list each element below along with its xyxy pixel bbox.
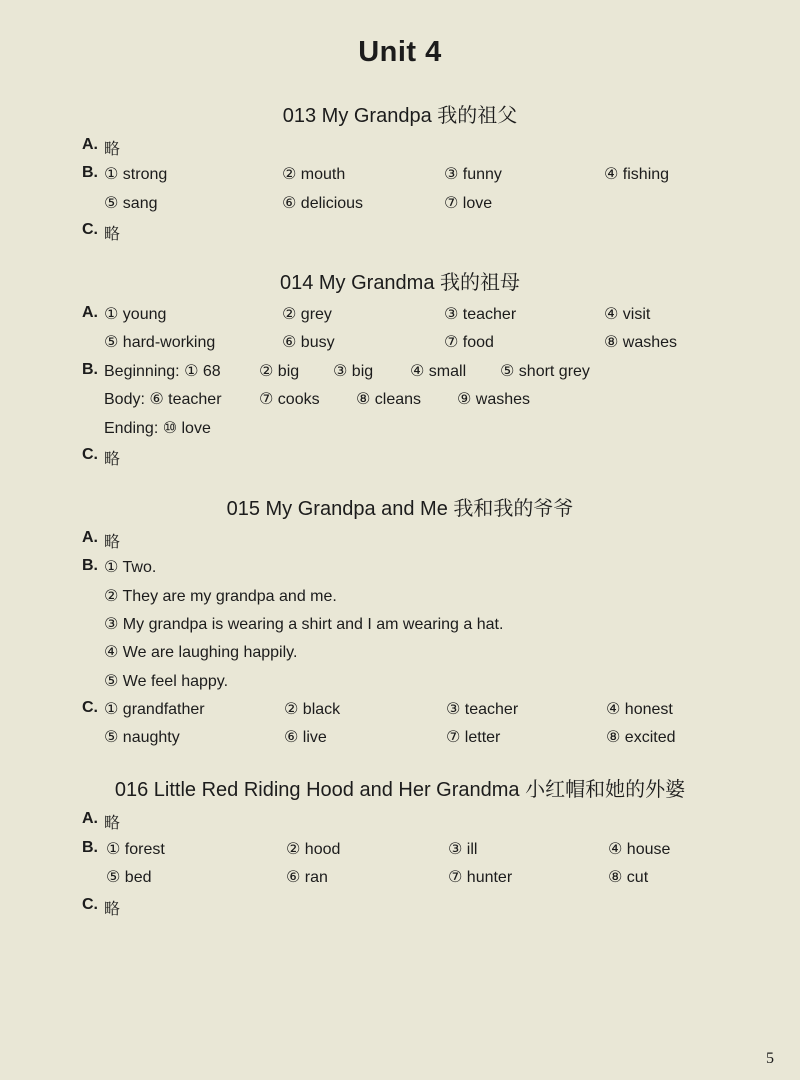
answer-label: C. xyxy=(82,446,98,463)
answer-item: ⑥ ran xyxy=(286,869,328,886)
s15-b-row-2 xyxy=(0,586,800,610)
answer-item: ⑤ bed xyxy=(106,869,152,886)
answer-item: ① young xyxy=(104,306,167,323)
s15-b-row-4 xyxy=(0,642,800,666)
answer-item: ② They are my grandpa and me. xyxy=(104,588,337,605)
answer-item: 略 xyxy=(104,141,121,158)
s14-a-row-1 xyxy=(0,304,800,328)
answer-item: ⑦ letter xyxy=(446,729,501,746)
answer-label: B. xyxy=(82,557,98,574)
answer-item: ④ honest xyxy=(606,701,673,718)
answer-item: Beginning: ① 68 xyxy=(104,363,221,380)
answer-label: C. xyxy=(82,896,98,913)
s15-b-row-3 xyxy=(0,614,800,638)
answer-item: ③ funny xyxy=(444,166,502,183)
answer-item: ⑧ washes xyxy=(604,334,678,351)
answer-item: Ending: ⑩ love xyxy=(104,420,211,437)
answer-label: C. xyxy=(82,221,98,238)
section-013-title: 013 My Grandpa 我的祖父 xyxy=(282,105,518,127)
answer-item: 略 xyxy=(104,901,121,918)
answer-item: ② big xyxy=(259,363,300,380)
s16-b-row-2 xyxy=(0,867,800,891)
s15-c-row-1 xyxy=(0,699,800,723)
s15-b-row-1 xyxy=(0,557,800,581)
answer-item: ① forest xyxy=(106,841,165,858)
s14-a-row-2 xyxy=(0,332,800,356)
answer-item: ⑥ busy xyxy=(282,334,335,351)
s16-c-row xyxy=(0,896,800,920)
answer-item: 略 xyxy=(104,451,121,468)
answer-item: ⑦ cooks xyxy=(259,391,320,408)
answer-item: ① strong xyxy=(104,166,168,183)
answer-label: B. xyxy=(82,839,98,856)
answer-item: ④ small xyxy=(410,363,467,380)
answer-item: ⑤ We feel happy. xyxy=(104,673,229,690)
answer-item: ⑧ cleans xyxy=(356,391,422,408)
answer-label: A. xyxy=(82,136,98,153)
answer-label: B. xyxy=(82,164,98,181)
s16-a-row xyxy=(0,810,800,834)
answer-item: ③ teacher xyxy=(444,306,517,323)
answer-item: 略 xyxy=(104,815,121,832)
answer-item: ④ visit xyxy=(604,306,651,323)
answer-item: ① grandfather xyxy=(104,701,205,718)
answer-label: A. xyxy=(82,529,98,546)
s15-a-row xyxy=(0,529,800,553)
answer-item: ③ teacher xyxy=(446,701,519,718)
s15-c-row-2 xyxy=(0,727,800,751)
answer-item: 略 xyxy=(104,226,121,243)
answer-item: Body: ⑥ teacher xyxy=(104,391,222,408)
answer-item: 略 xyxy=(104,534,121,551)
answer-item: ⑤ short grey xyxy=(500,363,590,380)
section-016-title: 016 Little Red Riding Hood and Her Grandma 小红帽和她的外婆 xyxy=(114,779,686,801)
s14-c-row xyxy=(0,446,800,470)
answer-item: ⑨ washes xyxy=(457,391,531,408)
answer-item: ① Two. xyxy=(104,559,157,576)
answer-item: ⑧ cut xyxy=(608,869,649,886)
s14-b-ending-row xyxy=(0,418,800,442)
answer-item: ② hood xyxy=(286,841,341,858)
s13-a-row xyxy=(0,136,800,160)
s15-b-row-5 xyxy=(0,671,800,695)
answer-item: ③ ill xyxy=(448,841,478,858)
answer-item: ② mouth xyxy=(282,166,346,183)
answer-item: ⑤ naughty xyxy=(104,729,180,746)
unit-title: Unit 4 xyxy=(358,36,442,68)
answer-item: ⑥ live xyxy=(284,729,327,746)
s13-b-row-2 xyxy=(0,193,800,217)
s13-b-row-1 xyxy=(0,164,800,188)
section-014-title: 014 My Grandma 我的祖母 xyxy=(279,272,521,294)
s13-c-row xyxy=(0,221,800,245)
section-015-title: 015 My Grandpa and Me 我和我的爷爷 xyxy=(226,498,574,520)
answer-item: ⑧ excited xyxy=(606,729,676,746)
answer-item: ④ We are laughing happily. xyxy=(104,644,298,661)
answer-item: ⑦ food xyxy=(444,334,494,351)
answer-item: ⑦ hunter xyxy=(448,869,513,886)
answer-item: ⑦ love xyxy=(444,195,493,212)
answer-label: A. xyxy=(82,304,98,321)
answer-item: ⑤ sang xyxy=(104,195,158,212)
answer-label: A. xyxy=(82,810,98,827)
s14-b-body-row xyxy=(0,389,800,413)
answer-item: ③ My grandpa is wearing a shirt and I am wearing a hat. xyxy=(104,616,504,633)
answer-item: ⑤ hard-working xyxy=(104,334,216,351)
answer-label: B. xyxy=(82,361,98,378)
answer-item: ④ fishing xyxy=(604,166,670,183)
s14-b-beginning-row xyxy=(0,361,800,385)
answer-item: ② grey xyxy=(282,306,332,323)
answer-item: ④ house xyxy=(608,841,671,858)
answer-label: C. xyxy=(82,699,98,716)
page-number: 5 xyxy=(766,1050,774,1067)
s16-b-row-1 xyxy=(0,839,800,863)
answer-item: ② black xyxy=(284,701,341,718)
answer-item: ⑥ delicious xyxy=(282,195,364,212)
answer-item: ③ big xyxy=(333,363,374,380)
